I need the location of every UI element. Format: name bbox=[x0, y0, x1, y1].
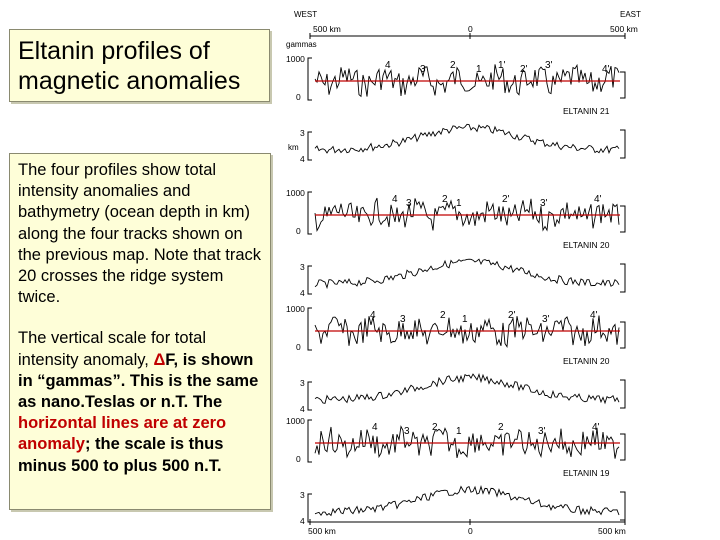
slide-title bbox=[9, 29, 270, 102]
mag-scale-top-label: 1000 bbox=[286, 304, 305, 314]
anomaly-label: 2 bbox=[498, 422, 504, 433]
right-depth-bracket bbox=[620, 380, 625, 408]
anomaly-label: 4' bbox=[602, 64, 610, 75]
depth-axis-bracket bbox=[308, 382, 312, 410]
mag-scale-top-label: 1000 bbox=[286, 188, 305, 198]
delta-symbol: Δ bbox=[153, 350, 166, 369]
scale-text-gammas: F, is shown in “gammas”. This is the same as nano.Teslas or n.T. The bbox=[18, 350, 259, 412]
mag-axis-bracket bbox=[308, 192, 312, 234]
right-mag-bracket bbox=[620, 206, 625, 232]
mag-scale-bottom-label: 0 bbox=[296, 454, 301, 464]
west-label: WEST bbox=[294, 10, 318, 19]
right-depth-bracket bbox=[620, 264, 625, 292]
anomaly-label: 2 bbox=[450, 60, 456, 71]
anomaly-label: 3 bbox=[400, 314, 406, 325]
depth-scale-top-label: 3 bbox=[300, 378, 305, 388]
profile-2 bbox=[286, 188, 625, 298]
depth-scale-bottom-label: 4 bbox=[300, 516, 305, 526]
anomaly-label: 3' bbox=[545, 60, 553, 71]
bottom-scale-right-label: 500 km bbox=[598, 526, 626, 536]
scale-text-intro: The vertical scale for total intensity anomaly, bbox=[18, 329, 206, 369]
east-label: EAST bbox=[620, 10, 641, 19]
top-scale-left-label: 500 km bbox=[313, 24, 341, 34]
anomaly-label: 4 bbox=[392, 194, 398, 205]
mag-axis-bracket bbox=[308, 58, 312, 100]
magnetic-anomaly-trace bbox=[315, 198, 619, 230]
anomaly-label: 3' bbox=[540, 198, 548, 209]
anomaly-label: 3 bbox=[420, 64, 426, 75]
anomaly-label: 4 bbox=[372, 422, 378, 433]
profile-1 bbox=[286, 54, 625, 164]
bottom-scale-left-label: 500 km bbox=[308, 526, 336, 536]
depth-scale-bottom-label: 4 bbox=[300, 154, 305, 164]
profile-name-label: ELTANIN 20 bbox=[563, 356, 610, 366]
magnetic-profiles-figure bbox=[280, 0, 720, 540]
mag-axis-bracket bbox=[308, 308, 312, 350]
depth-axis-bracket bbox=[308, 494, 312, 522]
anomaly-label: 3 bbox=[406, 198, 412, 209]
anomaly-label: 2 bbox=[432, 422, 438, 433]
mag-scale-bottom-label: 0 bbox=[296, 226, 301, 236]
depth-axis-bracket bbox=[308, 266, 312, 294]
anomaly-label: 2 bbox=[442, 194, 448, 205]
bathymetry-trace bbox=[315, 124, 619, 153]
anomaly-label: 1 bbox=[456, 198, 462, 209]
top-scale-right-label: 500 km bbox=[610, 24, 638, 34]
anomaly-label: 3' bbox=[538, 426, 546, 437]
depth-scale-top-label: 3 bbox=[300, 490, 305, 500]
right-depth-bracket bbox=[620, 130, 625, 158]
depth-scale-top-label: 3 bbox=[300, 128, 305, 138]
depth-unit-label: km bbox=[288, 143, 299, 152]
anomaly-label: 1 bbox=[456, 426, 462, 437]
depth-scale-top-label: 3 bbox=[300, 262, 305, 272]
anomaly-label: 1' bbox=[498, 60, 506, 71]
depth-axis-bracket bbox=[308, 132, 312, 160]
description-panel bbox=[9, 153, 271, 510]
anomaly-label: 2' bbox=[508, 310, 516, 321]
anomaly-label: 1 bbox=[462, 314, 468, 325]
anomaly-label: 2' bbox=[502, 194, 510, 205]
paragraph-vertical-scale bbox=[18, 328, 262, 476]
anomaly-label: 4 bbox=[385, 60, 391, 71]
profile-3 bbox=[286, 304, 625, 414]
right-depth-bracket bbox=[620, 492, 625, 520]
profile-4 bbox=[286, 416, 625, 526]
depth-scale-bottom-label: 4 bbox=[300, 404, 305, 414]
depth-scale-bottom-label: 4 bbox=[300, 288, 305, 298]
mag-scale-top-label: 1000 bbox=[286, 416, 305, 426]
anomaly-label: 4' bbox=[592, 422, 600, 433]
paragraph-profiles: The four profiles show total intensity anomalies and bathymetry (ocean depth in km) along the four tracks shown on the previous map. Note that track 20 crosses the ridge system twice. bbox=[18, 161, 262, 307]
scale-text-end: ; the scale is thus minus 500 to plus 500 n.T. bbox=[18, 435, 224, 475]
mag-scale-bottom-label: 0 bbox=[296, 92, 301, 102]
anomaly-label: 4 bbox=[370, 310, 376, 321]
bottom-scale-mid-label: 0 bbox=[468, 526, 473, 536]
anomaly-label: 4' bbox=[594, 194, 602, 205]
anomaly-label: 2' bbox=[520, 64, 528, 75]
anomaly-label: 2 bbox=[440, 310, 446, 321]
top-scale-mid-label: 0 bbox=[468, 24, 473, 34]
right-mag-bracket bbox=[620, 322, 625, 348]
profile-name-label: ELTANIN 21 bbox=[563, 106, 610, 116]
bathymetry-trace bbox=[315, 259, 619, 287]
profile-name-label: ELTANIN 20 bbox=[563, 240, 610, 250]
mag-axis-bracket bbox=[308, 420, 312, 462]
zero-anomaly-highlight: horizontal lines are at zero anomaly bbox=[18, 414, 227, 454]
top-scale bbox=[286, 10, 641, 49]
bottom-scale bbox=[308, 519, 626, 536]
mag-scale-bottom-label: 0 bbox=[296, 342, 301, 352]
bathymetry-trace bbox=[315, 487, 619, 516]
anomaly-label: 3' bbox=[542, 314, 550, 325]
bathymetry-trace bbox=[315, 374, 619, 403]
mag-scale-top-label: 1000 bbox=[286, 54, 305, 64]
gammas-unit-label: gammas bbox=[286, 40, 317, 49]
profiles-layer bbox=[286, 54, 625, 526]
anomaly-label: 4' bbox=[590, 310, 598, 321]
anomaly-label: 1 bbox=[476, 64, 482, 75]
slide-title-text: Eltanin profiles of magnetic anomalies bbox=[18, 37, 241, 95]
right-mag-bracket bbox=[620, 72, 625, 98]
anomaly-label: 3 bbox=[404, 426, 410, 437]
profile-name-label: ELTANIN 19 bbox=[563, 468, 610, 478]
right-mag-bracket bbox=[620, 434, 625, 460]
